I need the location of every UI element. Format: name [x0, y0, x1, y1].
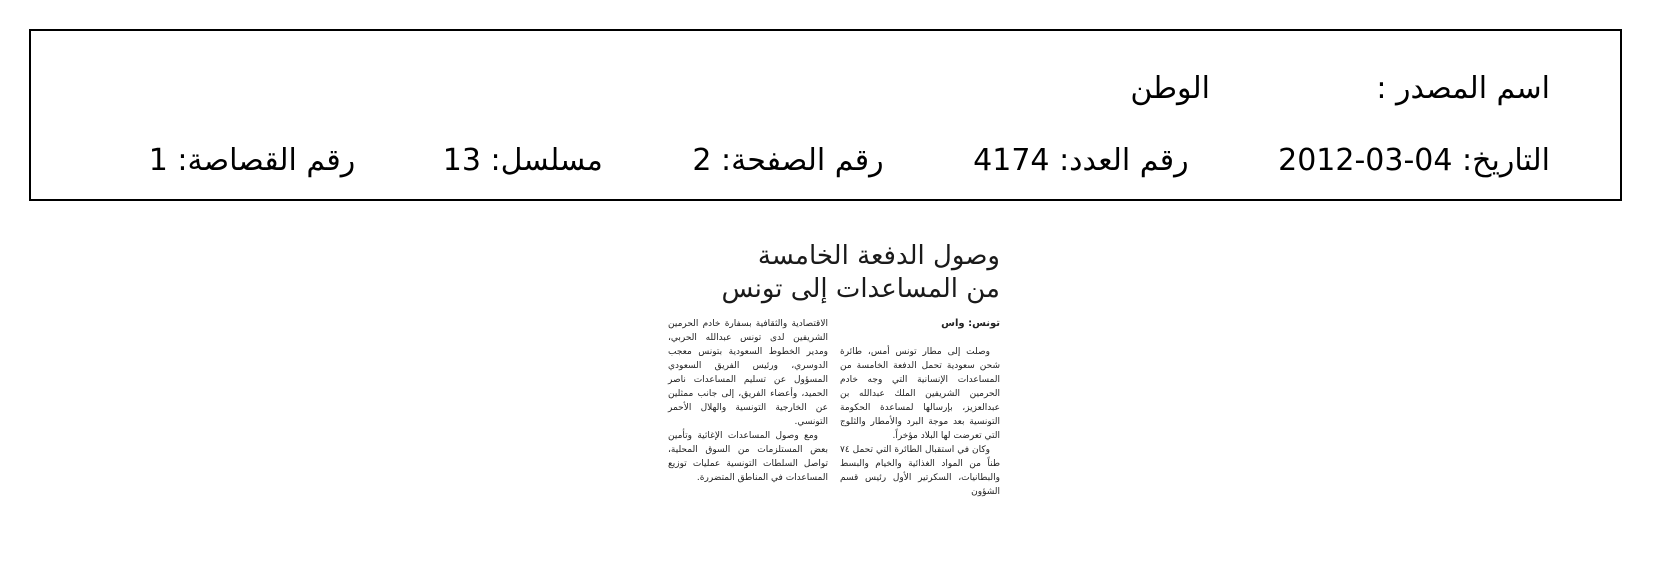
article-paragraph: وصلت إلى مطار تونس أمس، طائرة شحن سعودية تحمل الدفعة الخامسة من المساعدات الإنسانية التي وجه خادم الحرمين الشريفين الملك عبدالله بن عبدالعزيز، بإرسالها لمساعدة الحكومة التونسية بعد موجة البرد والأمطار والثلوج التي تعرضت لها البلاد مؤخراً. — [840, 347, 1000, 441]
date-value: 2012-03-04 — [1278, 143, 1453, 178]
article-paragraph: الاقتصادية والثقافية بسفارة خادم الحرمين الشريفين لدى تونس عبدالله الحربي، ومدير الخطوط السعودية بتونس معجب الدوسري، ورئيس الفريق السعودي المسؤول عن تسليم المساعدات ناصر الحميد، وأعضاء الفريق، إلى جانب ممثلين عن الخارجية التونسية والهلال الأحمر التونسي. — [668, 319, 828, 427]
page-label: رقم الصفحة: — [721, 143, 884, 178]
article-headline — [668, 240, 1000, 306]
page-field — [692, 143, 883, 179]
issue-value: 4174 — [973, 143, 1050, 178]
source-info-box — [29, 29, 1622, 201]
article-paragraph: ومع وصول المساعدات الإغاثية وتأمين بعض المستلزمات من السوق المحلية، تواصل السلطات التونسية عمليات توزيع المساعدات في المناطق المتضررة. — [668, 431, 828, 483]
issue-label: رقم العدد: — [1059, 143, 1189, 178]
serial-field — [443, 143, 603, 179]
headline-line-1: وصول الدفعة الخامسة — [757, 241, 1000, 271]
issue-field — [973, 143, 1188, 179]
headline-line-2: من المساعدات إلى تونس — [721, 274, 1000, 304]
serial-label: مسلسل: — [490, 143, 603, 178]
source-value: الوطن — [1130, 71, 1210, 106]
clip-field — [149, 143, 355, 179]
article-dateline: تونس: واس — [941, 318, 1000, 329]
clip-value: 1 — [148, 143, 168, 178]
metadata-row — [149, 143, 1550, 179]
article-column-left — [668, 317, 828, 485]
article-column-right — [840, 317, 1000, 499]
article-paragraph: وكان في استقبال الطائرة التي تحمل ٧٤ طناً من المواد الغذائية والخيام والبسط والبطانيات، السكرتير الأول رئيس قسم الشؤون — [840, 445, 1000, 497]
date-field — [1278, 143, 1550, 179]
clip-label: رقم القصاصة: — [177, 143, 356, 178]
source-label: اسم المصدر : — [1376, 71, 1550, 106]
serial-value: 13 — [442, 143, 481, 178]
newspaper-clipping — [668, 240, 1000, 545]
page-value: 2 — [692, 143, 712, 178]
date-label: التاريخ: — [1462, 143, 1550, 178]
